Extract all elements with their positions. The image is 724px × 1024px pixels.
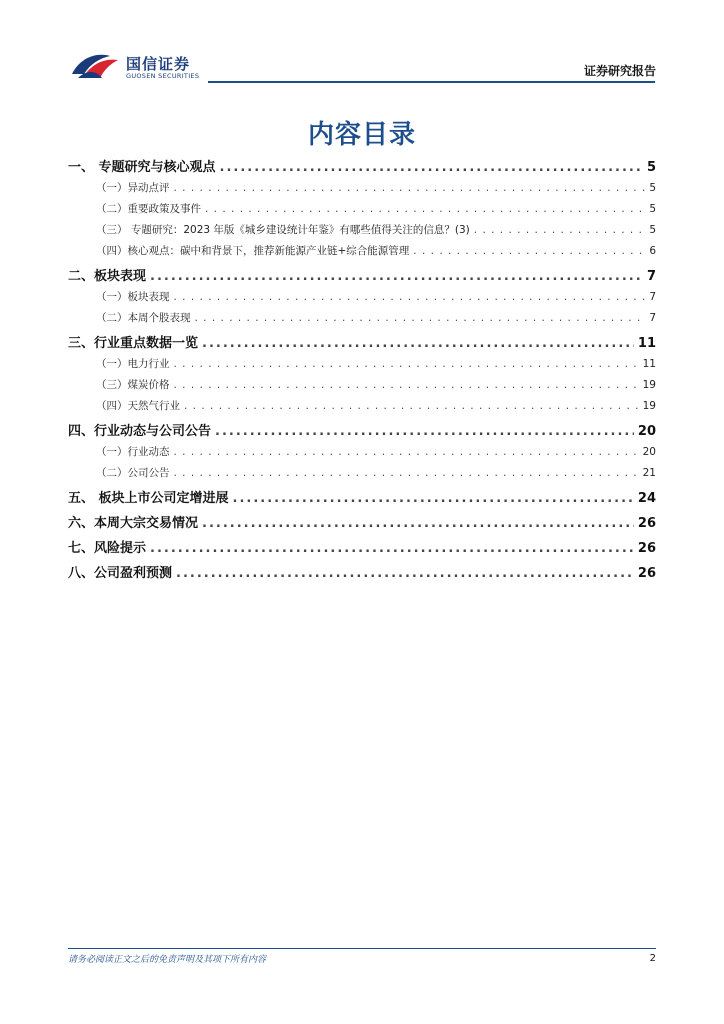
toc-entry-page: 20	[637, 424, 656, 439]
toc-leader-dots	[174, 379, 639, 391]
toc-entry-page: 6	[649, 245, 656, 257]
toc-entry[interactable]	[68, 465, 656, 480]
logo-text-en: GUOSEN SECURITIES	[126, 72, 200, 80]
toc-title: 内容目录	[307, 120, 416, 150]
toc-leader-dots	[233, 491, 634, 506]
toc-leader-dots	[215, 424, 634, 439]
logo-mark-icon	[70, 50, 122, 82]
toc-leader-dots	[150, 541, 634, 556]
toc-entry-label: （三） 专题研究：2023 年版《城乡建设统计年鉴》有哪些值得关注的信息？(3)	[96, 224, 470, 236]
toc-entry-page: 26	[637, 516, 656, 531]
toc-entry-page: 19	[642, 379, 656, 391]
toc-entry[interactable]	[68, 420, 656, 439]
toc-entry-page: 19	[642, 400, 656, 412]
toc-entry-page: 21	[642, 467, 656, 479]
toc-entry-label: （二）公司公告	[96, 467, 170, 479]
toc-entry-label: 二、板块表现	[68, 269, 147, 284]
toc-entry[interactable]	[68, 201, 656, 216]
toc-leader-dots	[174, 291, 646, 303]
toc-leader-dots	[174, 182, 646, 194]
toc-entry-label: （二）重要政策及事件	[96, 203, 201, 215]
toc-entry-label: （四）核心观点：碳中和背景下，推荐新能源产业链+综合能源管理	[96, 245, 410, 257]
toc-entry[interactable]	[68, 444, 656, 459]
toc-leader-dots	[202, 336, 634, 351]
toc-entry[interactable]	[68, 156, 656, 175]
toc-entry[interactable]	[68, 222, 656, 237]
toc-entry-label: （三）煤炭价格	[96, 379, 170, 391]
toc-entry-label: 七、风险提示	[68, 541, 147, 556]
toc-leader-dots	[174, 446, 639, 458]
toc-entry-label: 六、本周大宗交易情况	[68, 516, 199, 531]
toc-entry-label: 一、 专题研究与核心观点	[68, 160, 216, 175]
toc-leader-dots	[176, 566, 634, 581]
toc-entry[interactable]	[68, 398, 656, 413]
toc-entry-page: 26	[637, 566, 656, 581]
toc-entry-page: 5	[649, 203, 656, 215]
toc-entry[interactable]	[68, 512, 656, 531]
toc-entry[interactable]	[68, 265, 656, 284]
toc-leader-dots	[184, 400, 639, 412]
toc-entry[interactable]	[68, 332, 656, 351]
toc-entry-page: 7	[649, 312, 656, 324]
toc-entry-label: （一）行业动态	[96, 446, 170, 458]
toc-entry-page: 5	[649, 182, 656, 194]
toc-entry[interactable]	[68, 310, 656, 325]
toc-entry-label: 五、 板块上市公司定增进展	[68, 491, 229, 506]
toc-entry-page: 5	[649, 224, 656, 236]
toc-entry-page: 7	[649, 291, 656, 303]
toc-entry[interactable]	[68, 356, 656, 371]
toc-entry-label: （一）异动点评	[96, 182, 170, 194]
page-number: 2	[649, 953, 656, 964]
toc-entry[interactable]	[68, 562, 656, 581]
toc-entry-page: 7	[646, 269, 656, 284]
toc-leader-dots	[474, 224, 646, 236]
toc-entry[interactable]	[68, 377, 656, 392]
toc-entry-page: 20	[642, 446, 656, 458]
toc-entry-label: 八、公司盈利预测	[68, 566, 173, 581]
toc-entry-page: 26	[637, 541, 656, 556]
toc-leader-dots	[205, 203, 645, 215]
toc-entry[interactable]	[68, 180, 656, 195]
toc-leader-dots	[202, 516, 634, 531]
header-divider	[208, 81, 655, 83]
toc-entry[interactable]	[68, 243, 656, 258]
toc-entry-page: 11	[637, 336, 656, 351]
toc-entry-label: （四）天然气行业	[96, 400, 180, 412]
report-type-label: 证券研究报告	[583, 64, 656, 78]
toc-entry-label: 三、行业重点数据一览	[68, 336, 199, 351]
toc-leader-dots	[174, 358, 639, 370]
toc-entry[interactable]	[68, 487, 656, 506]
toc-entry-page: 11	[642, 358, 656, 370]
logo-text-cn: 国信证券	[126, 55, 191, 73]
toc-entry[interactable]	[68, 537, 656, 556]
toc-entry-page: 5	[646, 160, 656, 175]
toc-leader-dots	[413, 245, 645, 257]
toc-leader-dots	[195, 312, 646, 324]
toc-entry-page: 24	[637, 491, 656, 506]
page-header	[0, 0, 724, 90]
toc-entry-label: （一）板块表现	[96, 291, 170, 303]
toc-entry-label: 四、行业动态与公司公告	[68, 424, 212, 439]
toc-leader-dots	[174, 467, 639, 479]
footer-disclaimer: 请务必阅读正文之后的免责声明及其项下所有内容	[68, 955, 267, 965]
footer-divider	[68, 948, 656, 949]
toc-entry-label: （二）本周个股表现	[96, 312, 191, 324]
guosen-logo	[70, 50, 220, 84]
toc-leader-dots	[150, 269, 643, 284]
toc-entry[interactable]	[68, 289, 656, 304]
toc-leader-dots	[220, 160, 643, 175]
toc-entry-label: （一）电力行业	[96, 358, 170, 370]
